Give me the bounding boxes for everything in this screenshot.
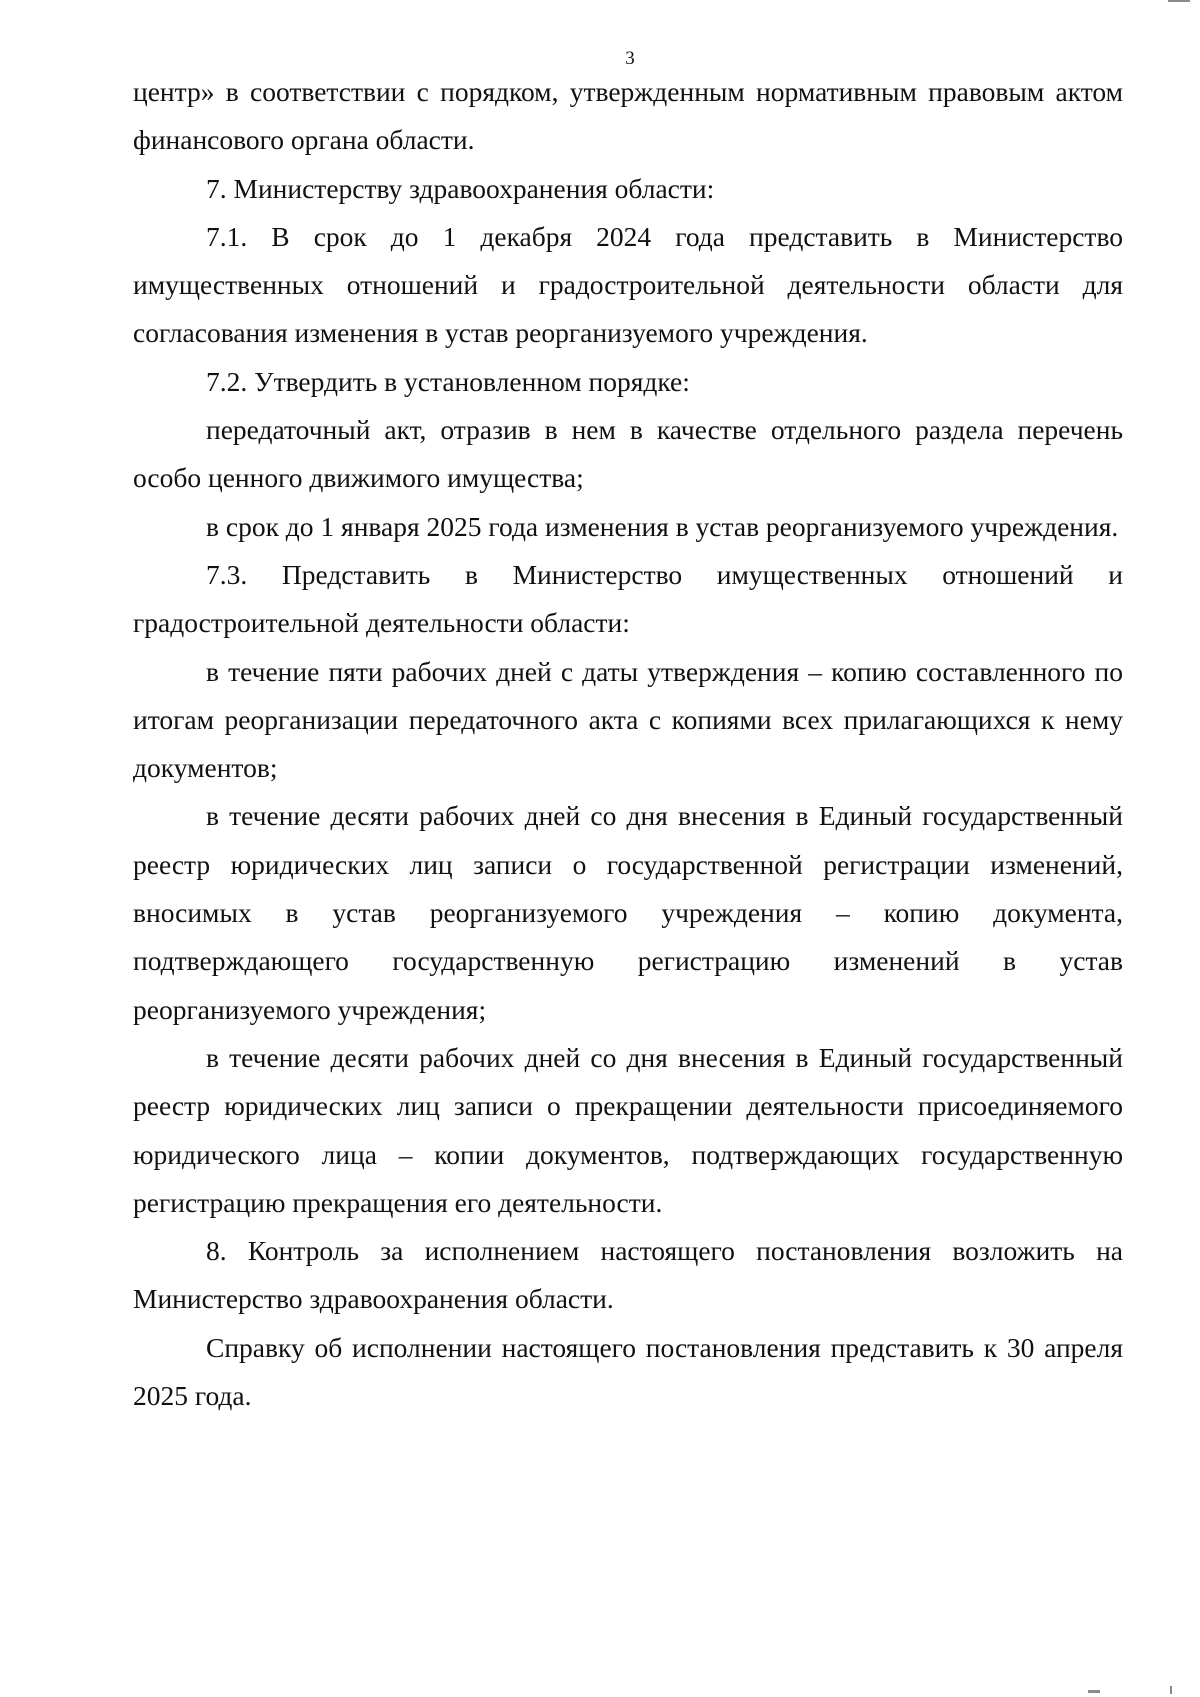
paragraph-transfer-act: передаточный акт, отразив в нем в качестве отдельного раздела перечень особо ценного движимого имущества;: [133, 414, 1123, 494]
paragraph-ten-days-registration: в течение десяти рабочих дней со дня внесения в Единый государственный реестр юридических лиц записи о государственной регистрации изменений, вносимых в устав реорганизуемого учреждения – копию документа, подтверждающего государственную регистрацию изменений в устав реорганизуемого учреждения;: [133, 800, 1123, 1025]
paragraph-item-7-3: 7.3. Представить в Министерство имущественных отношений и градостроительной деятельности области:: [133, 558, 1123, 639]
paragraph-item-7-1: 7.1. В срок до 1 декабря 2024 года представить в Министерство имущественных отношений и градостроительной деятельности области для согласования изменения в устав реорганизуемого учреждения.: [133, 220, 1123, 349]
paragraph-charter-changes: в срок до 1 января 2025 года изменения в устав реорганизуемого учреждения.: [206, 510, 1119, 542]
paragraph-item-8: 8. Контроль за исполнением настоящего постановления возложить на Министерство здравоохранения области.: [133, 1235, 1123, 1315]
page-number: 3: [625, 48, 635, 69]
paragraph-five-days: в течение пяти рабочих дней с даты утверждения – копию составленного по итогам реорганизации передаточного акта с копиями всех прилагающихся к нему документов;: [133, 655, 1123, 784]
scan-artifact-top-right: [1168, 0, 1190, 2]
paragraph-ten-days-termination: в течение десяти рабочих дней со дня внесения в Единый государственный реестр юридических лиц записи о прекращении деятельности присоединяемого юридического лица – копии документов, подтверждающих государственную регистрацию прекращения его деятельности.: [133, 1041, 1123, 1218]
paragraph-continuation: центр» в соответствии с порядком, утвержденным нормативным правовым актом финансового органа области.: [133, 76, 1123, 156]
paragraph-item-7-2: 7.2. Утвердить в установленном порядке:: [206, 365, 690, 397]
paragraph-report: Справку об исполнении настоящего постановления представить к 30 апреля 2025 года.: [133, 1331, 1123, 1412]
scan-artifact-bottom-right: [1088, 1690, 1100, 1693]
scan-artifact-bottom-right-2: [1170, 1686, 1172, 1694]
paragraph-item-7: 7. Министерству здравоохранения области:: [206, 172, 715, 204]
document-body: [133, 68, 1123, 1420]
